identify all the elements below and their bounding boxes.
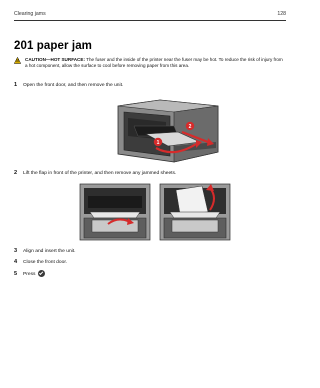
hot-surface-warning-icon — [14, 57, 21, 64]
step-text: Close the front door. — [23, 260, 68, 265]
caution-block — [14, 57, 286, 69]
step-number: 1 — [14, 82, 18, 88]
callout-1-label: 1 — [156, 140, 160, 146]
step-4 — [14, 259, 67, 266]
step-number: 5 — [14, 271, 18, 277]
callout-2-label: 2 — [188, 124, 192, 130]
step-number: 3 — [14, 248, 18, 254]
step-2 — [14, 170, 176, 177]
caution-body: The fuser and the inside of the printer near the fuser may be hot. To reduce the risk of injury from a hot component, allow the surface to cool before removing paper from this area. — [25, 57, 283, 69]
step-number: 4 — [14, 259, 18, 265]
step-5 — [14, 270, 45, 278]
figure-lift-flap-right — [158, 182, 232, 242]
page-title: 201 paper jam — [14, 40, 93, 52]
step-number: 2 — [14, 170, 18, 176]
step-text: Lift the flap in front of the printer, and then remove any jammed sheets. — [23, 171, 177, 176]
caution-text — [25, 57, 286, 69]
step-3 — [14, 248, 75, 255]
figure-remove-unit — [112, 96, 224, 166]
step-text: Align and insert the unit. — [23, 249, 76, 254]
checkmark-button-icon — [38, 270, 45, 277]
header-section-title: Clearing jams — [14, 11, 46, 17]
header-page-number: 128 — [277, 11, 286, 17]
step-1 — [14, 82, 123, 89]
page-header — [14, 10, 286, 21]
step-text: Open the front door, and then remove the unit. — [23, 83, 124, 88]
figure-lift-flap-left — [78, 182, 152, 242]
caution-label: CAUTION—HOT SURFACE: — [25, 57, 85, 62]
step-text: Press — [23, 272, 36, 277]
